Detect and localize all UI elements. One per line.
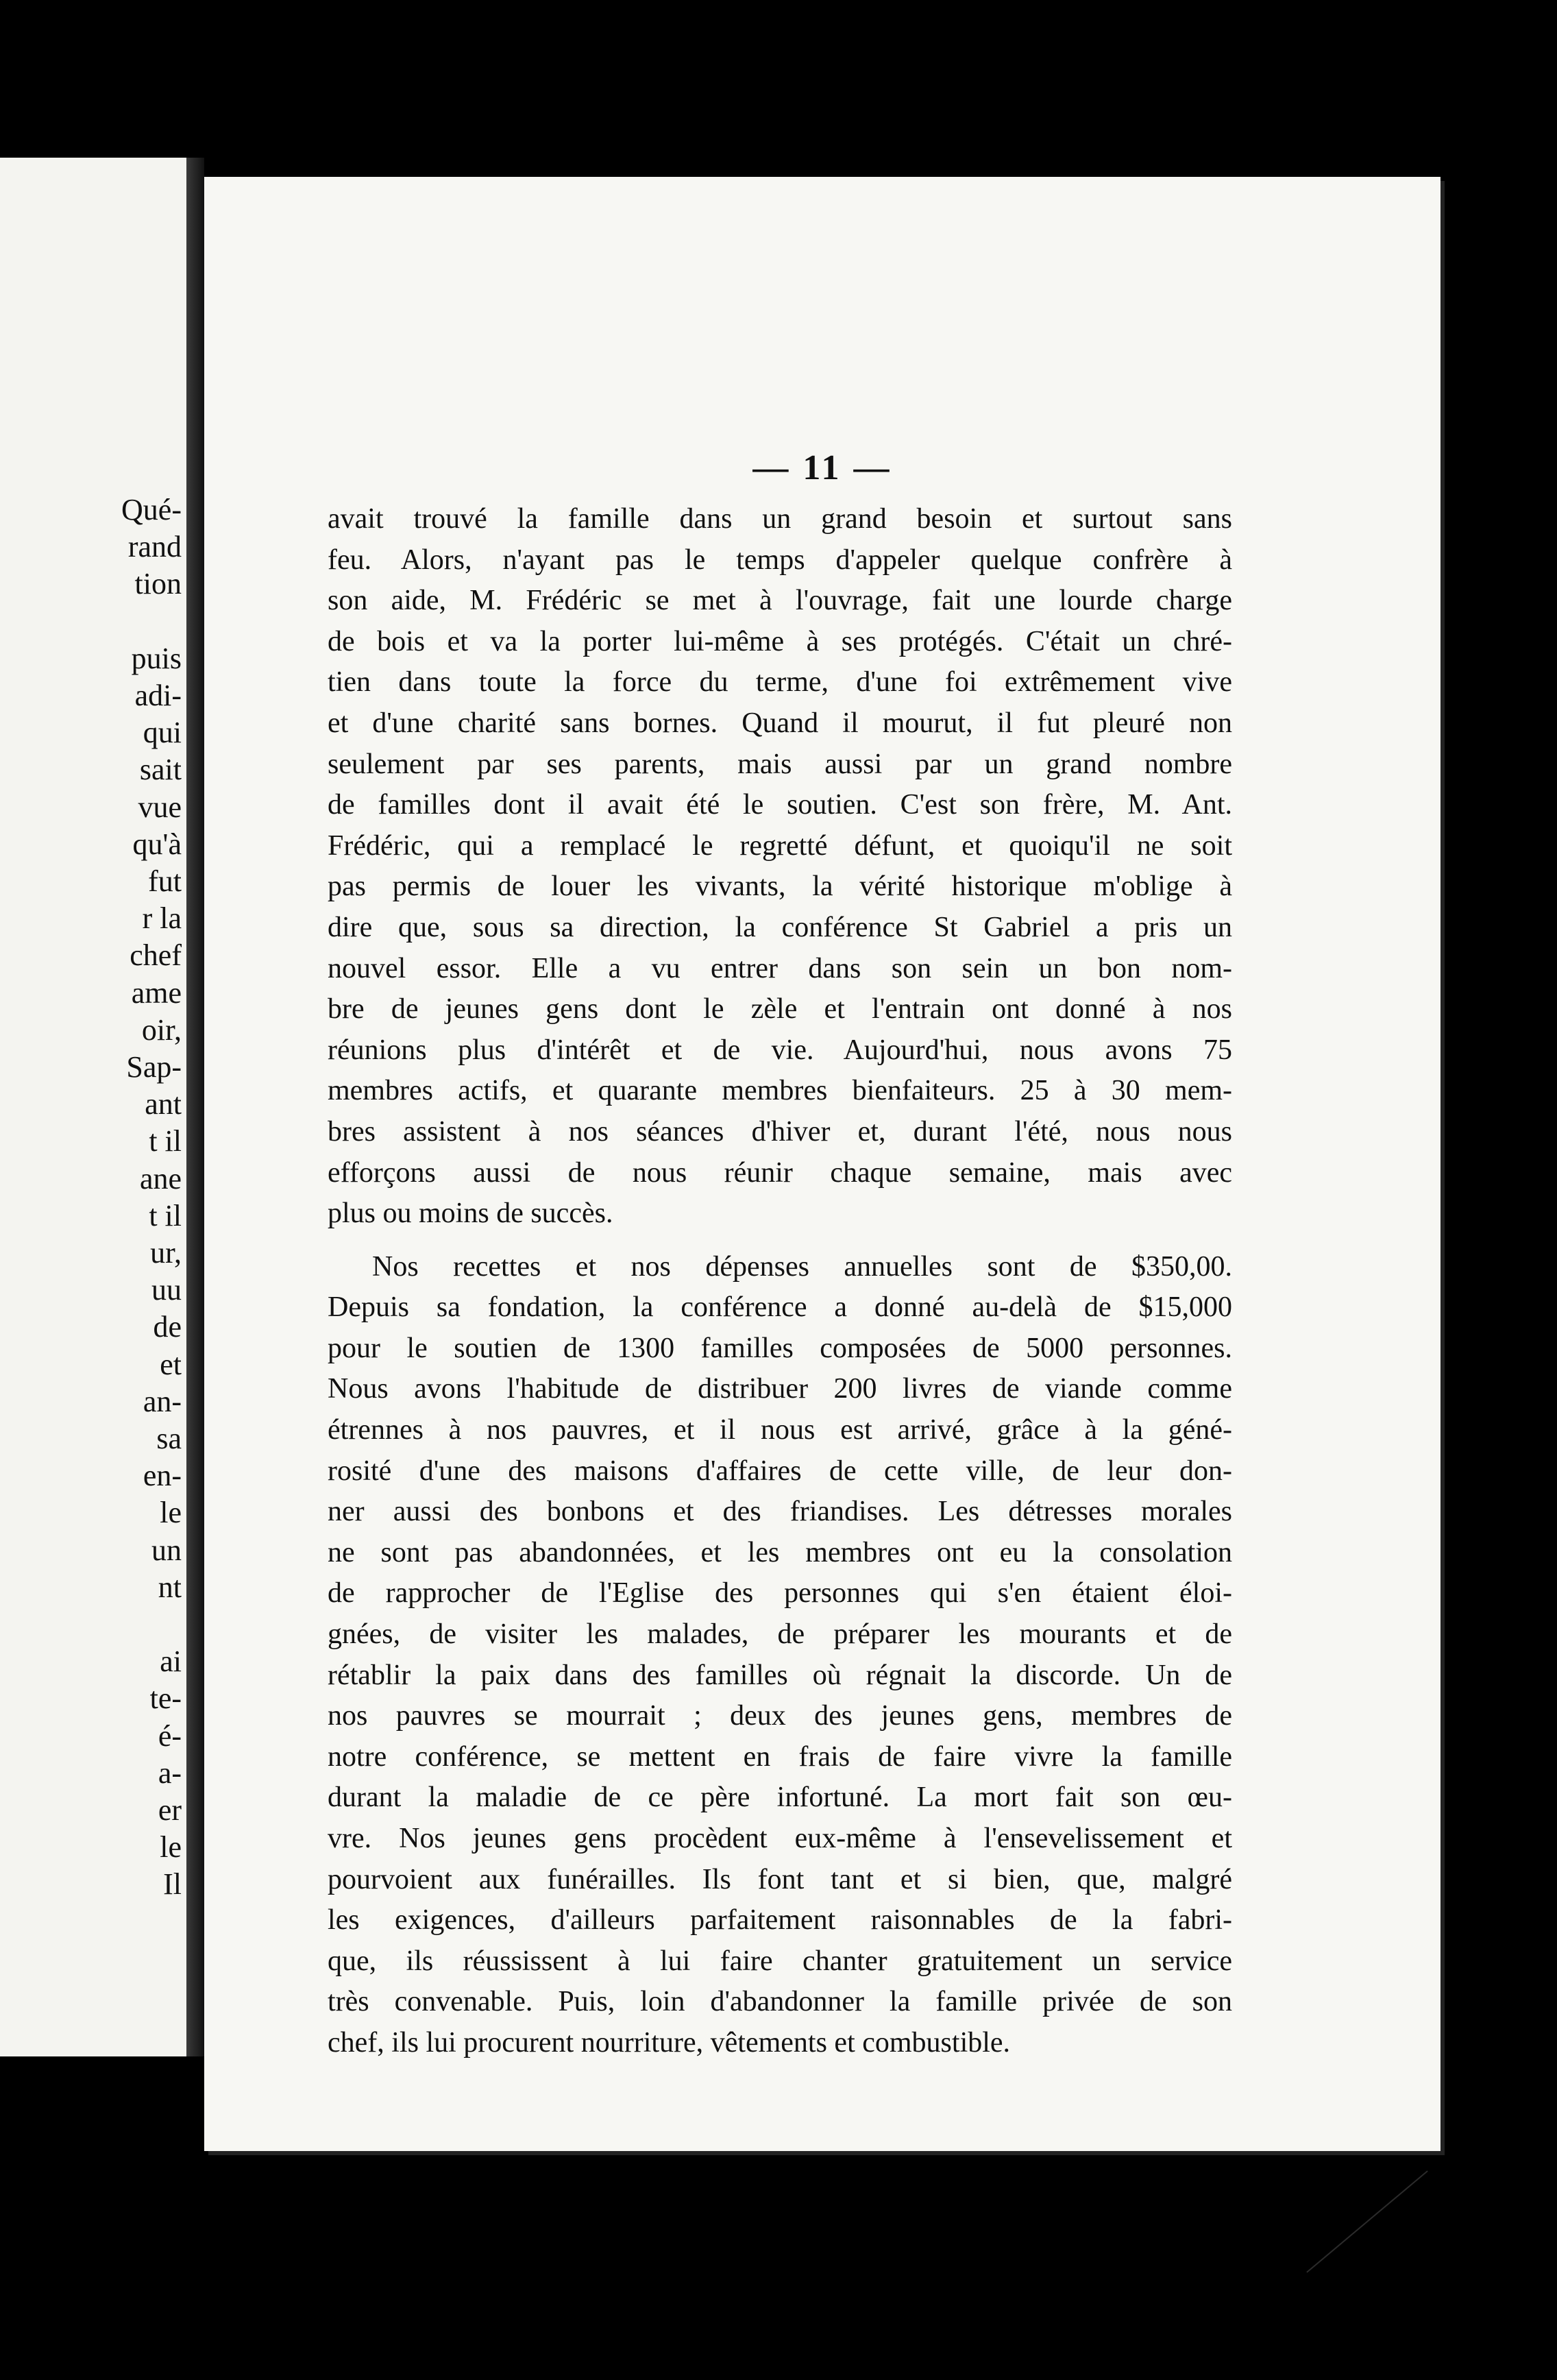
page-body-text [328,499,1232,2064]
text-line: durant la maladie de ce père infortuné. La mort fait son œu- [328,1782,1232,1814]
margin-fragment: ane [139,1161,182,1195]
margin-fragment: Sap- [126,1050,182,1084]
margin-fragment: er [158,1793,182,1827]
margin-fragment: chef [130,938,182,973]
text-line: avait trouvé la famille dans un grand besoin et surtout sans [328,503,1232,535]
margin-fragment: é- [158,1719,182,1753]
text-line: de rapprocher de l'Eglise des personnes qui s'en étaient éloi- [328,1577,1232,1610]
margin-fragment: Il [163,1867,182,1902]
margin-fragment: vue [138,790,182,824]
text-line: gnées, de visiter les malades, de préparer les mourants et de [328,1618,1232,1651]
margin-fragment: de [153,1310,182,1344]
margin-fragment: ant [145,1087,182,1121]
text-line: de familles dont il avait été le soutien. C'est son frère, M. Ant. [328,789,1232,821]
margin-fragment: tion [134,567,182,601]
paragraph-2 [328,1247,1232,2064]
text-line: Nous avons l'habitude de distribuer 200 livres de viande comme [328,1373,1232,1405]
margin-fragment: Qué- [121,493,182,526]
margin-fragment: nt [158,1570,182,1604]
margin-fragment: puis [131,641,182,675]
margin-fragment: ur, [150,1236,182,1270]
margin-fragment: le [160,1496,182,1530]
text-line: ner aussi des bonbons et des friandises. Les détresses morales [328,1496,1232,1528]
margin-fragment: r la [142,901,182,936]
margin-fragment: un [151,1533,182,1567]
margin-fragment: uu [151,1273,182,1307]
text-line: efforçons aussi de nous réunir chaque semaine, mais avec [328,1156,1232,1189]
text-line: que, ils réussissent à lui faire chanter gratuitement un service [328,1945,1232,1977]
text-line: feu. Alors, n'ayant pas le temps d'appeler quelque confrère à [328,544,1232,576]
text-line: pas permis de louer les vivants, la vérité historique m'oblige à [328,871,1232,903]
margin-fragment: an- [143,1384,182,1418]
text-line: rosité d'une des maisons d'affaires de cette ville, de leur don- [328,1455,1232,1487]
margin-fragment: sait [139,753,182,787]
margin-fragment: oir, [141,1012,182,1047]
margin-fragment: ame [131,975,182,1010]
margin-fragment: en- [143,1459,182,1493]
text-line: les exigences, d'ailleurs parfaitement raisonnables de la fabri- [328,1904,1232,1936]
text-line: réunions plus d'intérêt et de vie. Aujourd'hui, nous avons 75 [328,1034,1232,1066]
margin-fragment: fut [148,864,182,898]
page-gutter-shadow [186,158,204,2056]
book-page [204,177,1440,2151]
text-line: de bois et va la porter lui-même à ses protégés. C'était un chré- [328,625,1232,657]
margin-fragment: adi- [134,679,182,712]
margin-fragment: et [160,1347,182,1381]
text-line: plus ou moins de succès. [328,1198,613,1230]
text-line: seulement par ses parents, mais aussi par un grand nombre [328,748,1232,780]
text-line: Depuis sa fondation, la conférence a donné au-delà de $15,000 [328,1291,1232,1324]
text-line: son aide, M. Frédéric se met à l'ouvrage, fait une lourde charge [328,585,1232,617]
margin-fragment: qu'à [132,827,182,861]
text-line: chef, ils lui procurent nourriture, vêtements et combustible. [328,2026,1011,2059]
text-line: pourvoient aux funérailles. Ils font tant et si bien, que, malgré [328,1863,1232,1895]
text-line: vre. Nos jeunes gens procèdent eux-même à l'ensevelissement et [328,1823,1232,1854]
margin-fragment: le [160,1830,182,1865]
paragraph-1 [328,499,1232,1235]
page-fold-mark [1306,2170,1427,2272]
text-line: bre de jeunes gens dont le zèle et l'entrain ont donné à nos [328,993,1232,1025]
text-line: et d'une charité sans bornes. Quand il mourut, il fut pleuré non [328,707,1232,739]
text-line: nouvel essor. Elle a vu entrer dans son sein un bon nom- [328,952,1232,984]
margin-fragment: ai [160,1644,182,1679]
page-number: — 11 — [752,448,892,487]
margin-fragment: t il [149,1198,182,1232]
margin-fragment: qui [143,716,182,750]
text-line: Nos recettes et nos dépenses annuelles sont de $350,00. [372,1250,1232,1283]
text-line: Frédéric, qui a remplacé le regretté défunt, et quoiqu'il ne soit [328,829,1232,862]
text-line: notre conférence, se mettent en frais de faire vivre la famille [328,1740,1232,1773]
text-line: très convenable. Puis, loin d'abandonner la famille privée de son [328,1986,1232,2018]
text-line: tien dans toute la force du terme, d'une foi extrêmement vive [328,666,1232,699]
margin-fragment: a- [158,1756,182,1790]
text-line: ne sont pas abandonnées, et les membres ont eu la consolation [328,1536,1232,1568]
text-line: membres actifs, et quarante membres bienfaiteurs. 25 à 30 mem- [328,1075,1232,1107]
margin-fragment: t il [149,1124,182,1158]
margin-fragment: te- [149,1681,182,1716]
paragraph-gap [328,1235,1232,1247]
text-line: pour le soutien de 1300 familles composées de 5000 personnes. [328,1332,1232,1364]
text-line: bres assistent à nos séances d'hiver et, durant l'été, nous nous [328,1115,1232,1148]
margin-fragment: rand [127,530,182,564]
text-line: rétablir la paix dans des familles où régnait la discorde. Un de [328,1659,1232,1691]
margin-fragment: sa [156,1422,182,1455]
text-line: nos pauvres se mourrait ; deux des jeunes gens, membres de [328,1700,1232,1732]
text-line: dire que, sous sa direction, la conférence St Gabriel a pris un [328,911,1232,943]
text-line: étrennes à nos pauvres, et il nous est arrivé, grâce à la géné- [328,1414,1232,1446]
